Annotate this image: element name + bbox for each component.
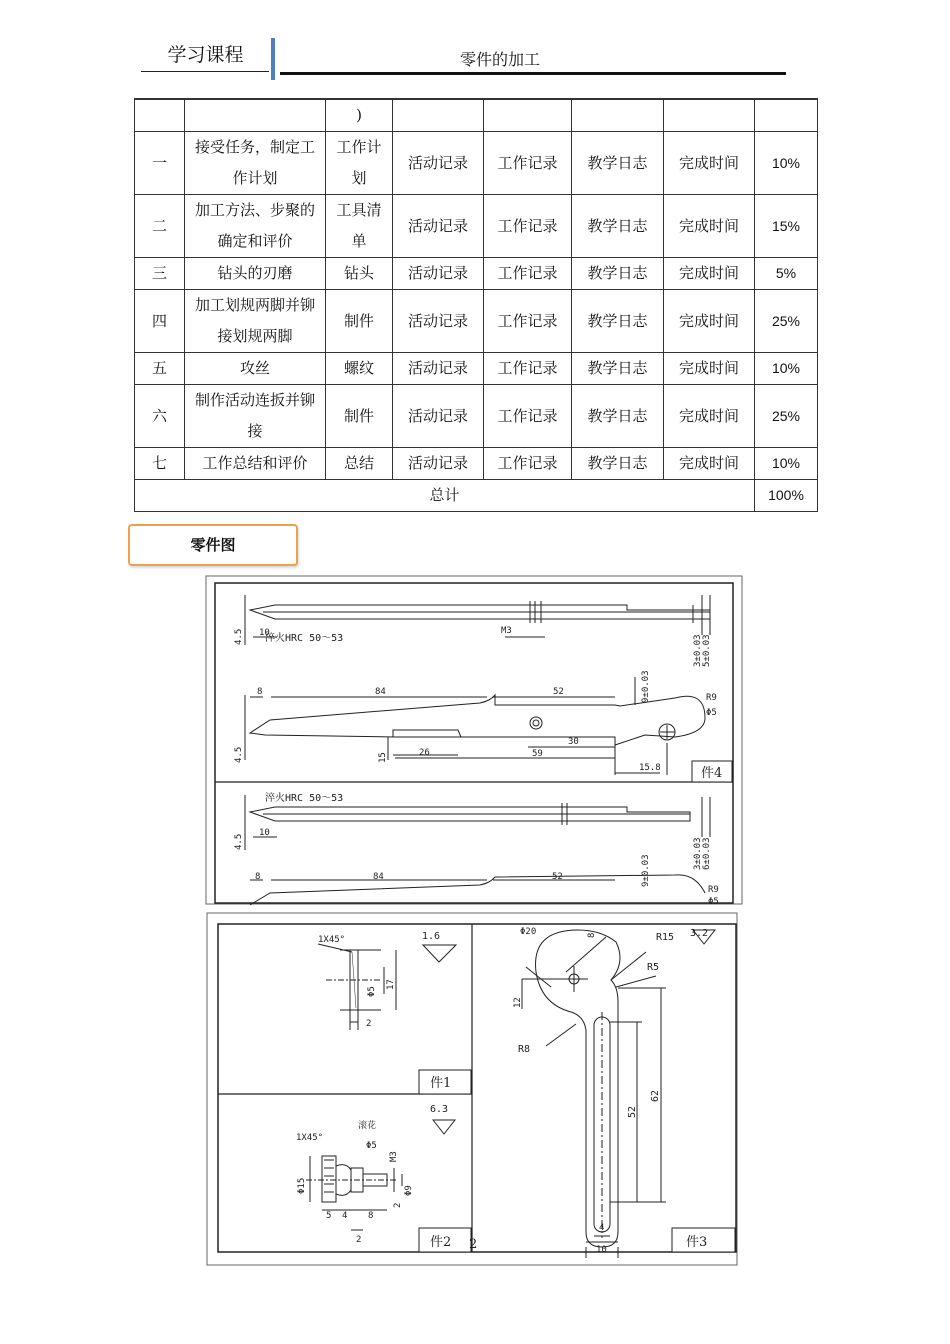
record-cell: 活动记录 [393, 448, 484, 480]
dim-label: 4.5 [234, 746, 244, 763]
dim-label: 10 [259, 628, 270, 638]
dim-label: 3±0.03 [693, 634, 703, 667]
dim-label: M3 [389, 1151, 399, 1162]
output-cell: 工具清单 [326, 195, 393, 258]
dim-label: 4 [342, 1211, 348, 1221]
dim-label: 5±0.03 [702, 634, 712, 667]
record-cell: 工作记录 [484, 353, 572, 385]
dim-label: 2 [356, 1235, 362, 1245]
dim-label: 1X45° [296, 1133, 324, 1143]
weight-cell: 25% [755, 385, 818, 448]
task-cell: 钻头的刃磨 [185, 258, 326, 290]
part-label: 件4 [701, 766, 723, 781]
output-cell: 工作计划 [326, 132, 393, 195]
row-number: 二 [135, 195, 185, 258]
page-title: 零件的加工 [459, 50, 540, 69]
table-cell [393, 99, 484, 132]
header-left-rule [141, 71, 269, 72]
note-hardening-1: 淬火HRC 50～53 [265, 633, 344, 644]
record-cell: 完成时间 [664, 258, 755, 290]
dim-label: 84 [373, 872, 384, 882]
total-weight: 100% [755, 480, 818, 512]
dim-label: 52 [553, 687, 564, 697]
header-accent-bar [271, 38, 275, 80]
record-cell: 工作记录 [484, 290, 572, 353]
task-cell: 加工方法、步聚的确定和评价 [185, 195, 326, 258]
weight-cell: 25% [755, 290, 818, 353]
task-cell: 攻丝 [185, 353, 326, 385]
dim-label: 4.5 [234, 628, 244, 645]
record-cell: 完成时间 [664, 353, 755, 385]
record-cell: 教学日志 [572, 385, 664, 448]
dim-label: 3±0.03 [693, 837, 703, 870]
weight-cell: 10% [755, 132, 818, 195]
dim-label: 15 [378, 752, 388, 763]
task-cell: 加工划规两脚并铆接划规两脚 [185, 290, 326, 353]
dim-label: 5 [326, 1211, 332, 1221]
part-label: 件2 [430, 1235, 452, 1250]
course-label: 学习课程 [167, 44, 244, 66]
output-cell: 螺纹 [326, 353, 393, 385]
dim-label: 59 [532, 749, 543, 759]
record-cell: 工作记录 [484, 132, 572, 195]
dim-label: 10 [259, 828, 270, 838]
table-row [135, 195, 818, 258]
record-cell: 活动记录 [393, 132, 484, 195]
record-cell: 工作记录 [484, 195, 572, 258]
dim-label: 62 [650, 1089, 661, 1102]
dim-label: Φ5 [367, 986, 377, 997]
dim-label: Φ5 [708, 897, 719, 905]
dim-label: 4 [599, 1223, 605, 1233]
record-cell: 完成时间 [664, 132, 755, 195]
output-cell: 制件 [326, 290, 393, 353]
dim-label: 8 [587, 932, 597, 938]
dim-label: 8 [257, 687, 263, 697]
record-cell: 教学日志 [572, 448, 664, 480]
note-hardening-2: 淬火HRC 50～53 [265, 793, 344, 804]
table-row [135, 385, 818, 448]
part-label: 件1 [430, 1076, 452, 1091]
dim-label: 26 [419, 748, 430, 758]
record-cell: 教学日志 [572, 290, 664, 353]
row-number: 三 [135, 258, 185, 290]
dim-label: 10 [596, 1245, 607, 1255]
record-cell: 活动记录 [393, 353, 484, 385]
table-cell [572, 99, 664, 132]
record-cell: 完成时间 [664, 290, 755, 353]
record-cell: 教学日志 [572, 195, 664, 258]
table-total-row [135, 480, 818, 512]
dim-label: 2 [393, 1202, 403, 1208]
record-cell: 工作记录 [484, 385, 572, 448]
task-cell: 工作总结和评价 [185, 448, 326, 480]
dim-label: 6±0.03 [702, 837, 712, 870]
dim-label: 15.8 [639, 763, 661, 773]
dim-label: 12 [513, 997, 523, 1008]
total-label: 总计 [135, 480, 755, 512]
task-cell: 接受任务，制定工作计划 [185, 132, 326, 195]
dim-label: 8 [368, 1211, 374, 1221]
weight-cell: 15% [755, 195, 818, 258]
record-cell: 完成时间 [664, 195, 755, 258]
dim-label: 17 [386, 979, 396, 990]
row-number: 七 [135, 448, 185, 480]
dim-label: 52 [627, 1105, 638, 1118]
dim-label: 4.5 [234, 833, 244, 850]
dim-label: Φ20 [520, 927, 537, 937]
dim-label: R15 [656, 932, 675, 943]
record-cell: 教学日志 [572, 132, 664, 195]
dim-label: 9±0.03 [641, 854, 651, 887]
page-number: 2 [469, 1237, 478, 1252]
table-row [135, 132, 818, 195]
table-row [135, 258, 818, 290]
dim-label: R9 [708, 885, 719, 895]
dim-label: 30 [568, 737, 579, 747]
table-cell [484, 99, 572, 132]
output-cell: 总结 [326, 448, 393, 480]
record-cell: 活动记录 [393, 290, 484, 353]
record-cell: 工作记录 [484, 258, 572, 290]
table-row [135, 290, 818, 353]
table-row [135, 353, 818, 385]
dim-label: Φ5 [366, 1141, 377, 1151]
weight-cell: 10% [755, 448, 818, 480]
record-cell: 活动记录 [393, 195, 484, 258]
task-table [134, 98, 818, 512]
row-number: 一 [135, 132, 185, 195]
dim-label: M3 [501, 626, 512, 636]
table-cell [135, 99, 185, 132]
knurl-label: 滚花 [358, 1121, 377, 1131]
roughness-label: 1.6 [422, 931, 441, 942]
table-row [135, 448, 818, 480]
task-cell: 制作活动连扳并铆接 [185, 385, 326, 448]
part-drawing-section-button[interactable]: 零件图 [128, 524, 298, 566]
part-label: 件3 [686, 1235, 708, 1250]
dim-label: R8 [518, 1044, 531, 1055]
dim-label: 1X45° [318, 935, 346, 945]
record-cell: 活动记录 [393, 258, 484, 290]
row-number: 四 [135, 290, 185, 353]
record-cell: 完成时间 [664, 448, 755, 480]
dim-label: Φ15 [297, 1177, 307, 1194]
roughness-label: 3.2 [690, 928, 709, 939]
parts-drawing [206, 912, 738, 1266]
compass-legs-drawing [205, 575, 743, 905]
dim-label: Φ9 [404, 1185, 414, 1196]
weight-cell: 10% [755, 353, 818, 385]
header-right-rule [280, 72, 786, 75]
dim-label: Φ5 [706, 708, 717, 718]
dim-label: 84 [375, 687, 386, 697]
dim-label: R5 [647, 962, 660, 973]
table-row [135, 99, 818, 132]
dim-label: 52 [552, 872, 563, 882]
record-cell: 教学日志 [572, 258, 664, 290]
dim-label: 9±0.03 [641, 670, 651, 703]
output-cell: 制件 [326, 385, 393, 448]
output-cell: 钻头 [326, 258, 393, 290]
row-number: 六 [135, 385, 185, 448]
record-cell: 教学日志 [572, 353, 664, 385]
record-cell: 工作记录 [484, 448, 572, 480]
roughness-label: 6.3 [430, 1104, 449, 1115]
table-cell [185, 99, 326, 132]
table-cell [755, 99, 818, 132]
dim-label: R9 [706, 693, 717, 703]
dim-label: 2 [366, 1019, 372, 1029]
row-number: 五 [135, 353, 185, 385]
dim-label: 8 [255, 872, 261, 882]
weight-cell: 5% [755, 258, 818, 290]
record-cell: 完成时间 [664, 385, 755, 448]
table-cell [664, 99, 755, 132]
table-cell: ) [326, 99, 393, 132]
record-cell: 活动记录 [393, 385, 484, 448]
